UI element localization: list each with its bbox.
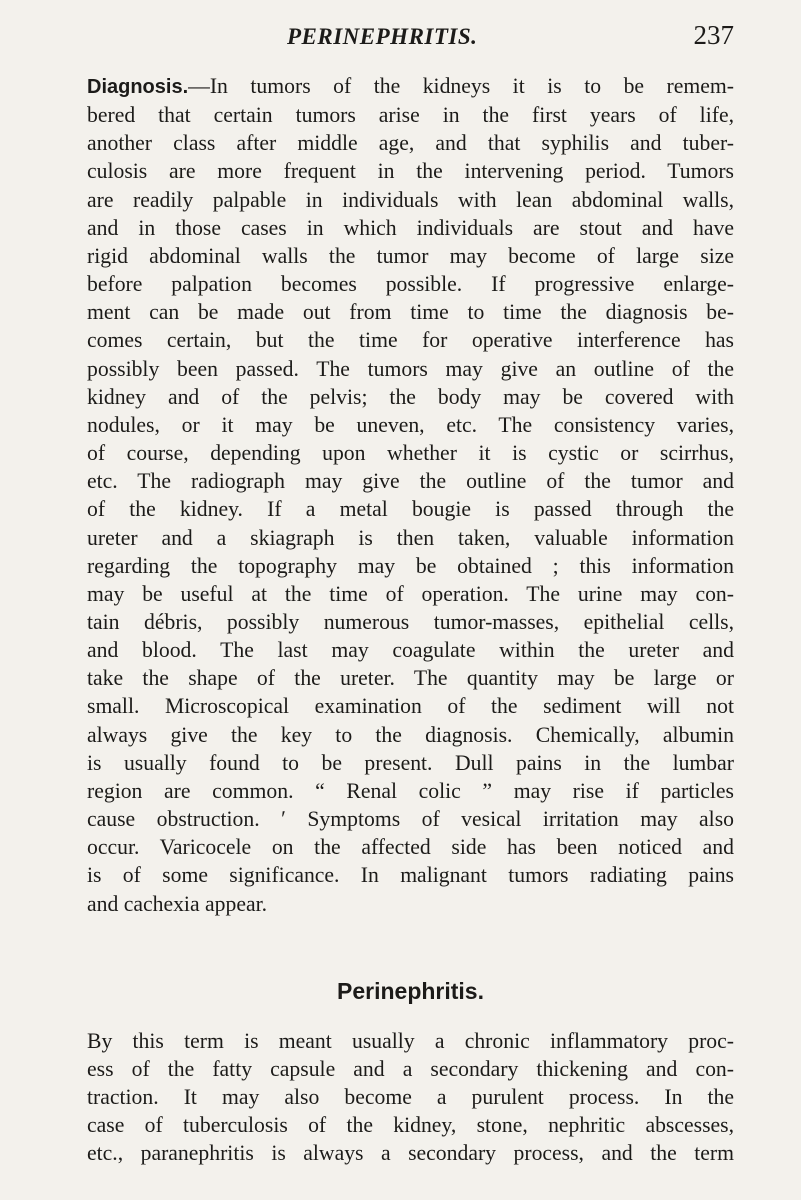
text-line: tain débris, possibly numerous tumor-masses, epithelial cells, [87,609,734,634]
text-line: etc., paranephritis is always a secondary process, and the term [87,1141,734,1166]
text-line: and cachexia appear. [87,891,268,916]
text-line: and blood. The last may coagulate within the ureter and [87,638,734,663]
text-line: By this term is meant usually a chronic inflammatory proc- [87,1028,734,1053]
text-line: take the shape of the ureter. The quantity may be large or [87,666,734,691]
text-line: ment can be made out from time to time the diagnosis be- [87,300,734,325]
text-line: rigid abdominal walls the tumor may become of large size [87,243,734,268]
page-number: 237 [693,20,734,50]
text-line: kidney and of the pelvis; the body may be covered with [87,384,734,409]
text-line: possibly been passed. The tumors may give an outline of the [87,356,734,381]
text-line: nodules, or it may be uneven, etc. The consistency varies, [87,412,734,437]
diagnosis-paragraph [87,72,734,918]
text-line: small. Microscopical examination of the sediment will not [87,694,734,719]
text-line: region are common. “ Renal colic ” may rise if particles [87,778,734,803]
running-title: PERINEPHRITIS. [287,24,478,49]
text-line: ess of the fatty capsule and a secondary thickening and con- [87,1056,734,1081]
text-line: case of tuberculosis of the kidney, stone, nephritic abscesses, [87,1113,734,1138]
running-head [87,0,734,72]
section-heading: Perinephritis. [337,977,484,1004]
line-text: —In tumors of the kidneys it is to be remem- [188,74,734,98]
text-line: of course, depending upon whether it is cystic or scirrhus, [87,441,734,466]
text-line: occur. Varicocele on the affected side has been noticed and [87,835,734,860]
perinephritis-paragraph [87,1027,734,1168]
text-line: culosis are more frequent in the intervening period. Tumors [87,159,734,184]
text-line: comes certain, but the time for operative interference has [87,328,734,353]
text-line: and in those cases in which individuals are stout and have [87,215,734,240]
text-line: bered that certain tumors arise in the first years of life, [87,103,734,128]
text-line: is of some significance. In malignant tumors radiating pains [87,863,734,888]
diagnosis-heading: Diagnosis. [87,76,189,98]
text-line: cause obstruction. ʹ Symptoms of vesical irritation may also [87,807,734,832]
text-line: ureter and a skiagraph is then taken, valuable information [87,525,734,550]
text-line: of the kidney. If a metal bougie is passed through the [87,497,734,522]
text-line: is usually found to be present. Dull pains in the lumbar [87,750,734,775]
text-line: before palpation becomes possible. If progressive enlarge- [87,272,734,297]
text-line [87,72,734,101]
text-line: another class after middle age, and that syphilis and tuber- [87,131,734,156]
text-line: may be useful at the time of operation. The urine may con- [87,581,734,606]
text-line: traction. It may also become a purulent process. In the [87,1085,734,1109]
text-line: always give the key to the diagnosis. Chemically, albumin [87,722,734,747]
text-line: regarding the topography may be obtained ; this information [87,553,734,578]
text-line: etc. The radiograph may give the outline of the tumor and [87,469,734,494]
text-line: are readily palpable in individuals with lean abdominal walls, [87,187,734,212]
